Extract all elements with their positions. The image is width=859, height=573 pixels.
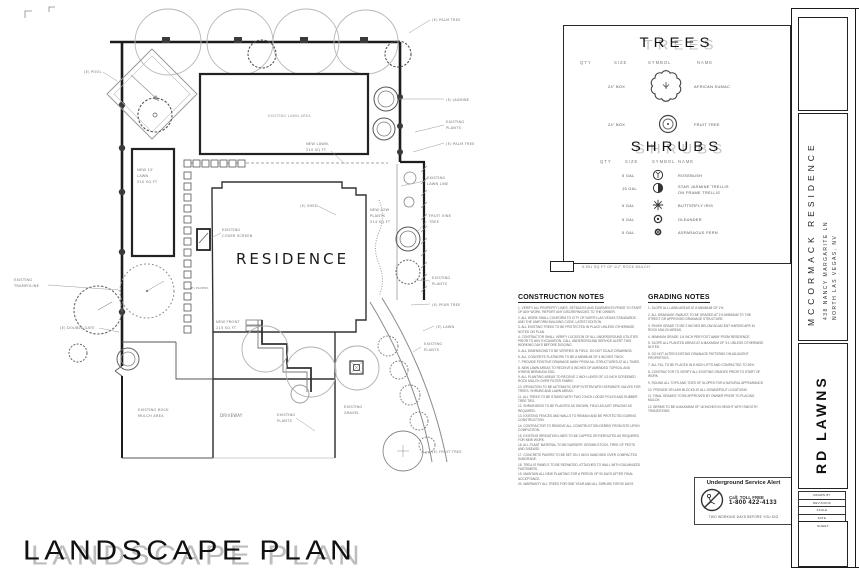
- tree-row-size: 24" BOX: [608, 122, 626, 127]
- sheet-box-label: SHEET: [816, 524, 829, 528]
- plan-label: EXISTING: [446, 120, 465, 124]
- plant-legend: [563, 25, 791, 264]
- shrub-row-size: 5 GAL: [622, 203, 635, 208]
- grading-note-item: FINAL GRADES TO BE APPROVED BY OWNER PRIOR TO PLACING MULCH.: [648, 394, 755, 403]
- title-block-field: DRAWN BY: [798, 491, 846, 500]
- shrub-row-name: OLEANDER: [678, 217, 702, 222]
- project-address-line1: 438 NANCY MARGARITE LN: [823, 220, 829, 320]
- plan-label: FRUIT VINE: [429, 214, 452, 218]
- plan-label: PLANTS: [370, 214, 386, 218]
- construction-note-item: ALL EXISTING TREES TO BE PROTECTED IN PLACE UNLESS OTHERWISE NOTED ON PLAN.: [518, 325, 635, 334]
- grading-note-item: ALL FILL TO BE PLACED IN 8 INCH LIFTS AND COMPACTED TO 90%.: [651, 363, 755, 368]
- corner-marks: [25, 7, 55, 18]
- plan-label: (E) PAVERS: [190, 286, 209, 290]
- oleander-icon: [653, 214, 663, 224]
- tree-row-name: FRUIT TREE: [694, 122, 720, 127]
- construction-note-item: IRRIGATION TO BE AUTOMATIC DRIP SYSTEM WITH SEPARATE VALVES FOR TREES, SHRUBS AND LAWN AREAS.: [518, 385, 641, 394]
- grading-note-item: CONTRACTOR TO VERIFY ALL EXISTING GRADES PRIOR TO START OF WORK.: [648, 369, 761, 379]
- plan-label: EXISTING: [432, 276, 451, 280]
- construction-note-item: ALL DIMENSIONS TO BE VERIFIED IN FIELD. DO NOT SCALE DRAWINGS.: [521, 348, 633, 353]
- project-name: MCCORMACK RESIDENCE: [806, 141, 816, 326]
- plan-label: PLANTS: [424, 348, 440, 352]
- plan-label: NEW LOW: [370, 208, 390, 212]
- column-header-name: NAME: [697, 60, 714, 65]
- plan-label: PLANTS: [277, 419, 293, 423]
- construction-notes-title: CONSTRUCTION NOTES: [518, 294, 605, 301]
- plan-label: EXISTING ROCK: [138, 408, 169, 412]
- plan-label: NEW FRONT: [216, 320, 240, 324]
- plan-label: PLANTS: [446, 126, 462, 130]
- plan-label: EXISTING LAWN AREA: [268, 114, 311, 118]
- tree-row-size: 24" BOX: [608, 84, 626, 89]
- column-header-size: SIZE: [625, 159, 639, 164]
- plan-label: (E) SHED: [300, 204, 318, 208]
- construction-note-item: ALL WORK SHALL CONFORM TO CITY OF NORTH LAS VEGAS STANDARDS AND THE UNIFORM BUILDING CODE, LATEST EDITION.: [518, 315, 636, 324]
- shrub-row-size: 15 GAL: [622, 186, 637, 191]
- cover-screen-rect: [197, 229, 210, 250]
- column-header-symbol: SYMBOL: [652, 159, 676, 164]
- construction-note-item: NEW LAWN AREAS TO RECEIVE 6 INCHES OF AMENDED TOPSOIL AND HYBRID BERMUDA SOD.: [518, 365, 631, 374]
- plan-label: NEW LAWN,: [306, 142, 330, 146]
- company-box: [798, 343, 848, 489]
- grading-note-item: SLOPE ALL PLANTED AREAS AT A MAXIMUM OF 3:1 UNLESS OTHERWISE NOTED.: [648, 341, 764, 350]
- plan-label: (E) LAWN: [436, 325, 455, 329]
- grading-note-item: PROVIDE SPLASH BLOCKS AT ALL DOWNSPOUT LOCATIONS.: [653, 387, 748, 392]
- star-jasmine-icon: [652, 182, 664, 194]
- grading-note-item: FINISH GRADE TO BE 2 INCHES BELOW ADJACENT HARDSCAPE IN ROCK MULCH AREAS.: [648, 323, 755, 332]
- project-address-line2: NORTH LAS VEGAS, NV: [832, 234, 838, 320]
- construction-notes: [518, 294, 642, 488]
- plan-label: (E) PEAR TREE: [432, 303, 461, 307]
- construction-note-item: ALL PLANT MATERIAL TO BE NURSERY GROWN STOCK, FREE OF PESTS AND DISEASE.: [518, 443, 636, 452]
- plan-label: TRAMPOLINE: [14, 284, 40, 288]
- construction-note-item: MAINTAIN ALL NEW PLANTING FOR A PERIOD OF 90 DAYS AFTER FINAL ACCEPTANCE.: [518, 472, 634, 481]
- rock-area-lines: [122, 342, 213, 379]
- front-fruit-tree: [383, 431, 423, 471]
- construction-note-item: EXISTING IRRIGATION LINES TO BE CAPPED OR REROUTED AS REQUIRED FOR NEW WORK.: [518, 433, 639, 442]
- specimen-tree-symbol: [350, 361, 363, 374]
- column-header-qty: QTY: [600, 159, 612, 164]
- driveway: [213, 379, 335, 458]
- plan-label: MULCH AREA: [138, 414, 164, 418]
- plan-label: (E) PALM TREE: [446, 142, 475, 146]
- plan-label: NEW 15': [137, 168, 154, 172]
- service-alert-footer: TWO WORKING DAYS BEFORE YOU DIG: [708, 514, 779, 519]
- company-name: RD LAWNS: [813, 375, 829, 474]
- plan-label: (E) DOUBLE GATE: [60, 326, 95, 330]
- construction-note-item: PROVIDE POSITIVE DRAINAGE AWAY FROM ALL STRUCTURES AT ALL TIMES.: [521, 360, 640, 365]
- title-block-field: SCALE: [798, 507, 846, 515]
- plan-label: (E) POOL: [84, 70, 102, 74]
- grading-note-item: MINIMUM GRADE: 1/4 INCH PER FOOT AWAY FROM RESIDENCE.: [651, 334, 751, 339]
- mulch-swatch: [550, 261, 574, 272]
- tree-canopy-icon: [648, 68, 684, 104]
- landscape-plan-title: LANDSCAPE PLAN: [23, 535, 357, 566]
- rosebush-icon: [652, 169, 664, 181]
- project-info-box: [798, 113, 848, 341]
- grading-note-item: DO NOT ALTER EXISTING DRAINAGE PATTERNS ON ADJACENT PROPERTIES.: [648, 352, 749, 361]
- plan-label: EXISTING: [424, 342, 443, 346]
- plan-label: TREE: [429, 220, 440, 224]
- construction-note-item: CONCRETE PAVERS TO BE SET ON 1 INCH SAND BED OVER COMPACTED SUBGRADE.: [518, 452, 638, 462]
- plan-label: (E) JASMINE: [446, 98, 470, 102]
- construction-note-item: TRELLIS PANELS TO BE REDWOOD, ATTACHED TO WALL WITH GALVANIZED FASTENERS.: [518, 462, 641, 471]
- service-alert-call-line: Call: TOLL FREE: [729, 494, 764, 500]
- column-header-qty: QTY: [580, 60, 592, 65]
- construction-note-item: CONTRACTOR TO REMOVE ALL CONSTRUCTION DEBRIS FROM SITE UPON COMPLETION.: [518, 423, 640, 432]
- new-lawn-rect: [132, 149, 174, 256]
- butterfly-iris-icon: [652, 199, 664, 211]
- plan-label: 210 SQ FT: [306, 148, 327, 152]
- construction-note-item: EXISTING FENCES AND WALLS TO REMAIN AND BE PROTECTED DURING CONSTRUCTION.: [518, 414, 637, 423]
- plan-label: LAWN: [137, 174, 149, 178]
- construction-note-item: ALL PLANTING AREAS TO RECEIVE 2 INCH LAYER OF 1/2 INCH SCREENED ROCK MULCH OVER FILTER FABRIC.: [518, 375, 636, 384]
- plan-label: 514 SQ FT: [370, 220, 391, 224]
- plan-label: 510 SQ FT: [137, 180, 158, 184]
- mulch-note-row: [550, 261, 650, 272]
- front-planting-bed: [376, 164, 421, 300]
- shrub-row-name: BUTTERFLY IRIS: [678, 203, 714, 208]
- shrub-row-name2: ON FRAME TRELLIS: [678, 190, 721, 195]
- shrub-row-name: ASPARAGUS FERN: [678, 230, 718, 235]
- shrubs-section-title: SHRUBS: [630, 138, 724, 155]
- grading-note-item: ALL DRAINAGE SWALES TO BE GRADED AT 1% MINIMUM TO THE STREET OR APPROVED DRAINAGE STRUCTURE.: [648, 312, 751, 321]
- plan-label: (E) FRUIT TREE: [432, 450, 462, 454]
- plan-label: EXISTING: [277, 413, 296, 417]
- plan-label: (E) PALM TREE: [432, 18, 461, 22]
- column-header-symbol: SYMBOL: [648, 60, 672, 65]
- shrub-row-name: ROSEBUSH: [678, 173, 703, 178]
- title-block-field: REVISIONS: [798, 500, 846, 508]
- jasmine-circles: [373, 87, 398, 140]
- trees-section-title: TREES: [639, 34, 715, 51]
- grading-note-item: ROUND ALL TOPS AND TOES OF SLOPES FOR A NATURAL APPEARANCE.: [651, 380, 764, 385]
- title-block-fields: [798, 491, 846, 522]
- plan-label: EXISTING: [427, 176, 446, 180]
- mulch-note: 5,551 SQ FT OF 1/2" ROCK MULCH: [582, 264, 650, 269]
- fruit-tree-icon: [657, 113, 679, 135]
- shrub-row-size: 5 GAL: [622, 230, 635, 235]
- plan-label: COVER SCREEN: [222, 234, 253, 238]
- residence-label: RESIDENCE: [236, 250, 350, 268]
- title-block-field: DATE: [798, 515, 846, 523]
- shrub-row-name: STAR JASMINE TRELLIS: [678, 184, 729, 189]
- street-sidewalk-curves: [370, 298, 447, 462]
- shrub-row-size: 5 GAL: [622, 217, 635, 222]
- plan-label: LAWN LINE: [427, 182, 449, 186]
- plan-label: EXISTING: [344, 405, 363, 409]
- trampoline-circle: [120, 264, 174, 318]
- plan-label: PLANTS: [432, 282, 448, 286]
- plan-label: DRIVEWAY: [220, 413, 243, 418]
- site-plan: [0, 2, 505, 474]
- plan-label: 215 SQ FT: [216, 326, 237, 330]
- plan-label: EXISTING: [222, 228, 241, 232]
- column-header-name: NAME: [678, 159, 695, 164]
- grading-note-item: SLOPE ALL LAWN AREAS AT A MINIMUM OF 1%.: [651, 306, 725, 310]
- grading-note-item: BERMS TO BE A MAXIMUM OF 18 INCHES IN HEIGHT WITH SMOOTH TRANSITIONS.: [648, 405, 758, 414]
- plan-label: EXISTING: [14, 278, 33, 282]
- grading-notes-title: GRADING NOTES: [648, 294, 710, 301]
- construction-note-item: ALL CONCRETE FLATWORK TO BE A MINIMUM OF 4 INCHES THICK.: [521, 354, 625, 359]
- service-alert-phone: 1-800 422-4133: [729, 499, 777, 506]
- construction-note-item: VERIFY ALL PROPERTY LINES, SETBACKS AND EASEMENTS PRIOR TO START OF ANY WORK. REPORT ANY DISCREPANCIES TO THE OWNER.: [518, 306, 642, 315]
- construction-note-item: SHRUB BEDS TO BE PLANTED AS SHOWN. FIELD ADJUST SPACING AS REQUIRED.: [518, 404, 632, 413]
- sheet-number-box: [798, 521, 848, 567]
- grading-notes: [648, 294, 764, 416]
- title-block-blank-box: [798, 17, 848, 111]
- service-alert-title: Underground Service Alert: [706, 480, 781, 486]
- construction-note-item: ALL TREES TO BE STAKED WITH TWO 2 INCH LODGE POLES AND RUBBER TREE TIES.: [518, 394, 638, 403]
- construction-note-item: WARRANTY ALL TREES FOR ONE YEAR AND ALL SHRUBS FOR 90 DAYS.: [523, 482, 635, 487]
- asparagus-fern-icon: [653, 227, 663, 237]
- shrub-row-size: 5 GAL: [622, 173, 635, 178]
- construction-note-item: CONTRACTOR SHALL VERIFY LOCATION OF ALL UNDERGROUND UTILITIES PRIOR TO ANY EXCAVATION. CALL UNDERGROUND SERVICE ALERT TWO WORKING DAYS BEFORE DIGGING.: [518, 335, 638, 348]
- plan-label: GRAVEL: [344, 411, 360, 415]
- service-alert-box: [694, 477, 793, 525]
- title-block-inner-rule: [855, 9, 856, 567]
- shed-diamond: [107, 49, 197, 139]
- no-dig-icon: [699, 487, 725, 513]
- residence-outline: [212, 182, 366, 379]
- column-header-size: SIZE: [614, 60, 628, 65]
- tree-row-name: AFRICAN SUMAC: [694, 84, 731, 89]
- title-block: [791, 8, 859, 568]
